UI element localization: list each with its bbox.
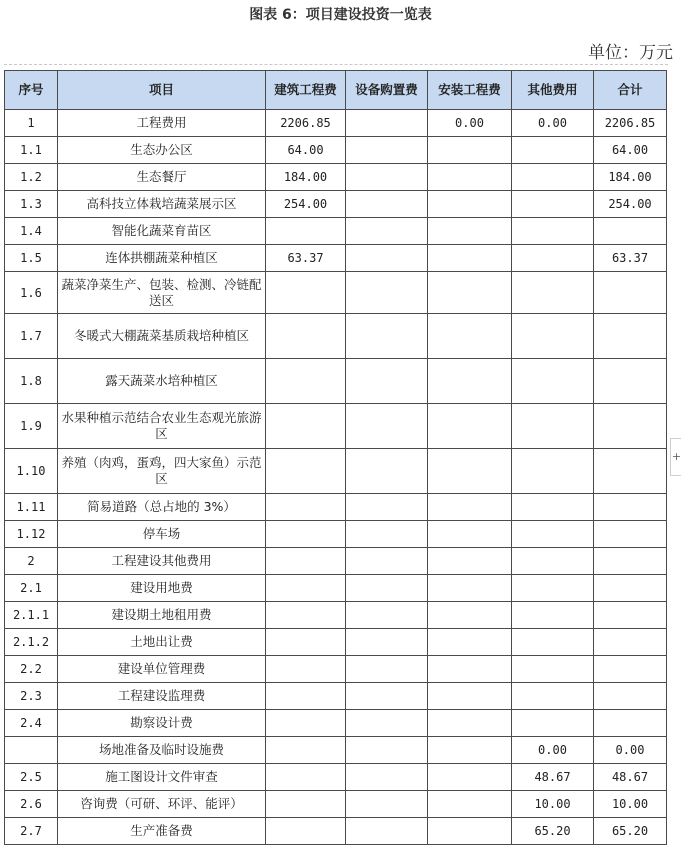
table-row xyxy=(5,791,667,818)
cell-other xyxy=(512,272,594,314)
cell-item: 场地准备及临时设施费 xyxy=(58,737,266,764)
table-caption: 图表 6：项目建设投资一览表 xyxy=(249,7,432,23)
table-row xyxy=(5,521,667,548)
cell-construction: 2206.85 xyxy=(266,110,346,137)
cell-construction xyxy=(266,449,346,494)
cell-item: 咨询费（可研、环评、能评） xyxy=(58,791,266,818)
cell-equipment xyxy=(346,710,428,737)
cell-construction xyxy=(266,710,346,737)
cell-installation xyxy=(428,521,512,548)
investment-table xyxy=(4,70,667,845)
cell-serial: 1.4 xyxy=(5,218,58,245)
cell-construction xyxy=(266,218,346,245)
table-row xyxy=(5,818,667,845)
cell-serial: 2.6 xyxy=(5,791,58,818)
cell-serial: 1.6 xyxy=(5,272,58,314)
cell-total xyxy=(594,449,667,494)
cell-equipment xyxy=(346,656,428,683)
table-row xyxy=(5,629,667,656)
cell-total: 184.00 xyxy=(594,164,667,191)
cell-serial: 1.10 xyxy=(5,449,58,494)
table-row xyxy=(5,575,667,602)
header-row xyxy=(5,71,667,110)
cell-installation xyxy=(428,602,512,629)
cell-total xyxy=(594,548,667,575)
cell-installation xyxy=(428,494,512,521)
cell-total xyxy=(594,710,667,737)
cell-serial: 2 xyxy=(5,548,58,575)
cell-serial: 1.5 xyxy=(5,245,58,272)
cell-construction xyxy=(266,818,346,845)
table-row xyxy=(5,548,667,575)
cell-serial: 1.7 xyxy=(5,314,58,359)
cell-construction xyxy=(266,359,346,404)
header-installation-cost: 安装工程费 xyxy=(428,71,512,110)
cell-other xyxy=(512,575,594,602)
cell-installation xyxy=(428,575,512,602)
table-row xyxy=(5,218,667,245)
cell-total: 63.37 xyxy=(594,245,667,272)
cell-construction xyxy=(266,764,346,791)
cell-total xyxy=(594,314,667,359)
cell-construction: 254.00 xyxy=(266,191,346,218)
expand-marker-icon[interactable]: + xyxy=(670,438,681,476)
header-item: 项目 xyxy=(58,71,266,110)
cell-other xyxy=(512,137,594,164)
cell-installation xyxy=(428,359,512,404)
cell-item: 建设期土地租用费 xyxy=(58,602,266,629)
table-row xyxy=(5,764,667,791)
table-row xyxy=(5,314,667,359)
cell-other: 0.00 xyxy=(512,110,594,137)
cell-serial: 1.9 xyxy=(5,404,58,449)
cell-installation xyxy=(428,314,512,359)
cell-total xyxy=(594,656,667,683)
cell-construction: 184.00 xyxy=(266,164,346,191)
cell-other xyxy=(512,602,594,629)
cell-item: 工程建设监理费 xyxy=(58,683,266,710)
cell-installation xyxy=(428,404,512,449)
cell-equipment xyxy=(346,449,428,494)
cell-other xyxy=(512,683,594,710)
cell-total xyxy=(594,683,667,710)
cell-item: 建设用地费 xyxy=(58,575,266,602)
cell-equipment xyxy=(346,314,428,359)
cell-installation xyxy=(428,656,512,683)
cell-equipment xyxy=(346,245,428,272)
cell-equipment xyxy=(346,683,428,710)
cell-construction xyxy=(266,683,346,710)
cell-item: 智能化蔬菜育苗区 xyxy=(58,218,266,245)
cell-other xyxy=(512,245,594,272)
cell-installation xyxy=(428,137,512,164)
cell-other xyxy=(512,164,594,191)
cell-serial: 2.3 xyxy=(5,683,58,710)
cell-other xyxy=(512,629,594,656)
cell-serial: 2.4 xyxy=(5,710,58,737)
cell-equipment xyxy=(346,791,428,818)
table-row xyxy=(5,656,667,683)
cell-item: 水果种植示范结合农业生态观光旅游区 xyxy=(58,404,266,449)
cell-construction xyxy=(266,575,346,602)
cell-installation xyxy=(428,764,512,791)
cell-other xyxy=(512,191,594,218)
cell-total xyxy=(594,575,667,602)
table-row xyxy=(5,494,667,521)
cell-item: 停车场 xyxy=(58,521,266,548)
cell-equipment xyxy=(346,137,428,164)
cell-serial xyxy=(5,737,58,764)
cell-installation xyxy=(428,272,512,314)
cell-other xyxy=(512,359,594,404)
cell-total xyxy=(594,404,667,449)
cell-construction xyxy=(266,602,346,629)
cell-total: 48.67 xyxy=(594,764,667,791)
table-row xyxy=(5,137,667,164)
divider xyxy=(4,64,668,65)
header-other-cost: 其他费用 xyxy=(512,71,594,110)
cell-equipment xyxy=(346,629,428,656)
cell-installation xyxy=(428,449,512,494)
cell-serial: 2.1.2 xyxy=(5,629,58,656)
unit-label: 单位：万元 xyxy=(588,43,673,63)
cell-item: 生态餐厅 xyxy=(58,164,266,191)
cell-equipment xyxy=(346,191,428,218)
cell-serial: 1.11 xyxy=(5,494,58,521)
cell-equipment xyxy=(346,575,428,602)
header-serial: 序号 xyxy=(5,71,58,110)
cell-total: 254.00 xyxy=(594,191,667,218)
cell-equipment xyxy=(346,404,428,449)
cell-equipment xyxy=(346,272,428,314)
cell-equipment xyxy=(346,218,428,245)
table-row xyxy=(5,710,667,737)
cell-installation xyxy=(428,164,512,191)
cell-construction xyxy=(266,791,346,818)
table-row xyxy=(5,602,667,629)
cell-other: 48.67 xyxy=(512,764,594,791)
cell-other xyxy=(512,314,594,359)
cell-total xyxy=(594,218,667,245)
cell-other: 0.00 xyxy=(512,737,594,764)
cell-construction xyxy=(266,494,346,521)
cell-installation xyxy=(428,737,512,764)
cell-total xyxy=(594,602,667,629)
cell-total xyxy=(594,494,667,521)
cell-item: 蔬菜净菜生产、包装、检测、冷链配送区 xyxy=(58,272,266,314)
cell-total: 10.00 xyxy=(594,791,667,818)
cell-total xyxy=(594,521,667,548)
table-row xyxy=(5,404,667,449)
header-construction-cost: 建筑工程费 xyxy=(266,71,346,110)
table-row xyxy=(5,449,667,494)
table-row xyxy=(5,737,667,764)
cell-total: 64.00 xyxy=(594,137,667,164)
cell-installation xyxy=(428,629,512,656)
cell-other xyxy=(512,218,594,245)
cell-construction xyxy=(266,656,346,683)
cell-item: 勘察设计费 xyxy=(58,710,266,737)
cell-item: 养殖（肉鸡，蛋鸡，四大家鱼）示范区 xyxy=(58,449,266,494)
cell-total xyxy=(594,359,667,404)
cell-serial: 2.7 xyxy=(5,818,58,845)
cell-installation: 0.00 xyxy=(428,110,512,137)
cell-installation xyxy=(428,218,512,245)
table-row xyxy=(5,110,667,137)
table-row xyxy=(5,164,667,191)
cell-other: 65.20 xyxy=(512,818,594,845)
cell-serial: 2.1 xyxy=(5,575,58,602)
cell-item: 连体拱棚蔬菜种植区 xyxy=(58,245,266,272)
cell-equipment xyxy=(346,521,428,548)
cell-other: 10.00 xyxy=(512,791,594,818)
cell-equipment xyxy=(346,548,428,575)
cell-other xyxy=(512,494,594,521)
cell-other xyxy=(512,404,594,449)
cell-equipment xyxy=(346,359,428,404)
cell-serial: 1.12 xyxy=(5,521,58,548)
cell-total: 0.00 xyxy=(594,737,667,764)
cell-equipment xyxy=(346,602,428,629)
cell-construction xyxy=(266,737,346,764)
cell-other xyxy=(512,521,594,548)
cell-construction xyxy=(266,521,346,548)
cell-equipment xyxy=(346,818,428,845)
cell-construction xyxy=(266,314,346,359)
cell-serial: 1.2 xyxy=(5,164,58,191)
table-row xyxy=(5,191,667,218)
cell-serial: 2.5 xyxy=(5,764,58,791)
header-total: 合计 xyxy=(594,71,667,110)
cell-installation xyxy=(428,191,512,218)
table-row xyxy=(5,683,667,710)
cell-equipment xyxy=(346,110,428,137)
cell-item: 建设单位管理费 xyxy=(58,656,266,683)
cell-item: 高科技立体栽培蔬菜展示区 xyxy=(58,191,266,218)
cell-item: 工程建设其他费用 xyxy=(58,548,266,575)
cell-equipment xyxy=(346,494,428,521)
cell-serial: 1.3 xyxy=(5,191,58,218)
cell-installation xyxy=(428,818,512,845)
cell-installation xyxy=(428,683,512,710)
cell-serial: 2.2 xyxy=(5,656,58,683)
cell-item: 露天蔬菜水培种植区 xyxy=(58,359,266,404)
cell-construction xyxy=(266,404,346,449)
cell-construction: 63.37 xyxy=(266,245,346,272)
cell-construction: 64.00 xyxy=(266,137,346,164)
cell-construction xyxy=(266,548,346,575)
cell-installation xyxy=(428,548,512,575)
cell-construction xyxy=(266,629,346,656)
table-row xyxy=(5,272,667,314)
cell-equipment xyxy=(346,737,428,764)
cell-installation xyxy=(428,791,512,818)
cell-total: 65.20 xyxy=(594,818,667,845)
cell-item: 生态办公区 xyxy=(58,137,266,164)
cell-other xyxy=(512,548,594,575)
cell-item: 施工图设计文件审查 xyxy=(58,764,266,791)
cell-equipment xyxy=(346,164,428,191)
cell-installation xyxy=(428,710,512,737)
cell-equipment xyxy=(346,764,428,791)
cell-item: 简易道路（总占地的 3%） xyxy=(58,494,266,521)
cell-item: 工程费用 xyxy=(58,110,266,137)
cell-other xyxy=(512,710,594,737)
cell-serial: 1.8 xyxy=(5,359,58,404)
cell-total xyxy=(594,629,667,656)
cell-construction xyxy=(266,272,346,314)
cell-serial: 2.1.1 xyxy=(5,602,58,629)
cell-item: 生产准备费 xyxy=(58,818,266,845)
cell-total: 2206.85 xyxy=(594,110,667,137)
cell-item: 土地出让费 xyxy=(58,629,266,656)
cell-item: 冬暖式大棚蔬菜基质栽培种植区 xyxy=(58,314,266,359)
cell-serial: 1 xyxy=(5,110,58,137)
table-row xyxy=(5,359,667,404)
cell-other xyxy=(512,449,594,494)
cell-installation xyxy=(428,245,512,272)
header-equipment-cost: 设备购置费 xyxy=(346,71,428,110)
cell-total xyxy=(594,272,667,314)
cell-other xyxy=(512,656,594,683)
cell-serial: 1.1 xyxy=(5,137,58,164)
table-row xyxy=(5,245,667,272)
